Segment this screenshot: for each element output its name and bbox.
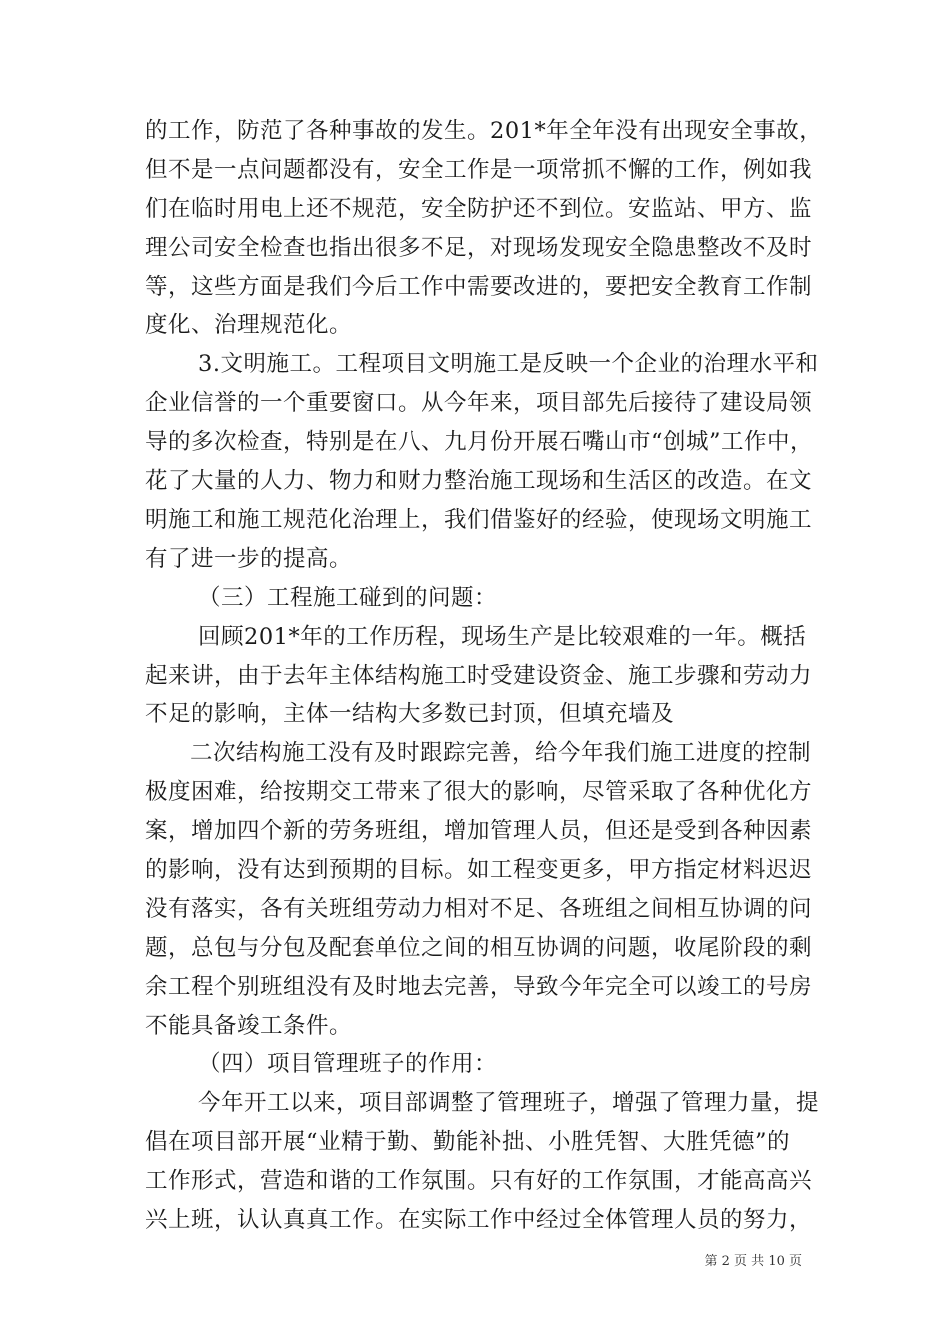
text-line: 导的多次检查，特别是在八、九月份开展石嘴山市“创城”工作中，: [145, 429, 814, 456]
paragraph-start-line: 3.文明施工。工程项目文明施工是反映一个企业的治理水平和: [198, 351, 819, 378]
text-line: 有了进一步的提高。: [145, 545, 353, 572]
text-line: 花了大量的人力、物力和财力整治施工现场和生活区的改造。在文: [145, 468, 813, 495]
text-line: 极度困难，给按期交工带来了很大的影响，尽管采取了各种优化方: [145, 779, 813, 806]
section-heading: （四）项目管理班子的作用：: [198, 1051, 498, 1078]
text-line: 起来讲，由于去年主体结构施工时受建设资金、施工步骤和劳动力: [145, 662, 813, 689]
text-line: 理公司安全检查也指出很多不足，对现场发现安全隐患整改不及时: [145, 234, 813, 261]
text-line: 题，总包与分包及配套单位之间的相互协调的问题，收尾阶段的剩: [145, 934, 813, 961]
text-line: 度化、治理规范化。: [145, 312, 353, 339]
text-line: 兴上班，认认真真工作。在实际工作中经过全体管理人员的努力，: [145, 1207, 813, 1233]
paragraph-start-line: 今年开工以来，项目部调整了管理班子，增强了管理力量，提: [198, 1090, 820, 1117]
text-line: 不能具备竣工条件。: [145, 1012, 353, 1039]
text-line: 但不是一点问题都没有，安全工作是一项常抓不懈的工作，例如我: [145, 156, 813, 183]
text-line: 的工作，防范了各种事故的发生。201*年全年没有出现安全事故，: [145, 118, 823, 144]
text-line: 的影响，没有达到预期的目标。如工程变更多，甲方指定材料迟迟: [145, 856, 813, 883]
text-line: 案，增加四个新的劳务班组，增加管理人员，但还是受到各种因素: [145, 818, 813, 845]
text-line: 明施工和施工规范化治理上，我们借鉴好的经验，使现场文明施工: [145, 506, 813, 533]
text-line: 们在临时用电上还不规范，安全防护还不到位。安监站、甲方、监: [145, 195, 813, 222]
text-line: 工作形式，营造和谐的工作氛围。只有好的工作氛围，才能高高兴: [145, 1168, 813, 1195]
section-heading: （三）工程施工碰到的问题：: [198, 584, 498, 611]
paragraph-start-line: 二次结构施工没有及时跟踪完善，给今年我们施工进度的控制: [190, 740, 812, 767]
text-line: 没有落实，各有关班组劳动力相对不足、各班组之间相互协调的问: [145, 895, 813, 922]
text-line: 余工程个别班组没有及时地去完善，导致今年完全可以竣工的号房: [145, 973, 813, 1000]
text-line: 倡在项目部开展“业精于勤、勤能补拙、小胜凭智、大胜凭德”的: [145, 1129, 791, 1156]
text-line: 不足的影响，主体一结构大多数已封顶，但填充墙及: [145, 701, 675, 728]
paragraph-start-line: 回顾201*年的工作历程，现场生产是比较艰难的一年。概括: [198, 623, 807, 650]
text-line: 等，这些方面是我们今后工作中需要改进的，要把安全教育工作制: [145, 273, 813, 300]
page-number-footer: 第 2 页 共 10 页: [704, 1254, 802, 1269]
text-line: 企业信誉的一个重要窗口。从今年来，项目部先后接待了建设局领: [145, 390, 813, 417]
